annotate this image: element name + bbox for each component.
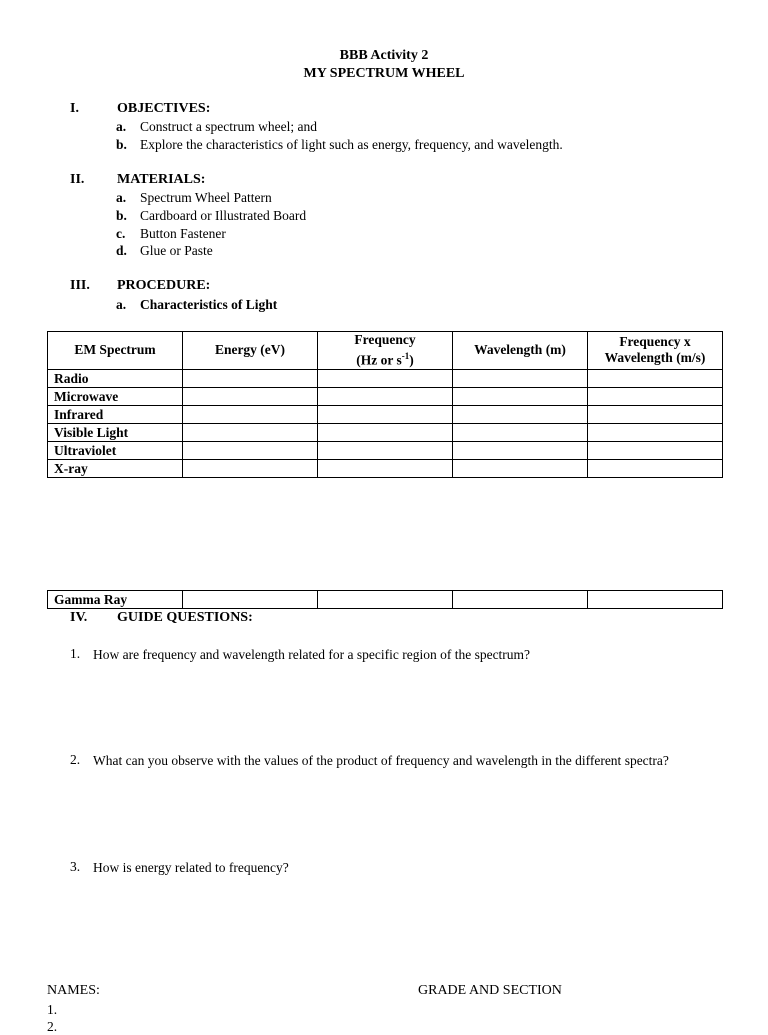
page-title: MY SPECTRUM WHEEL (303, 66, 465, 81)
objective-item: a. Construct a spectrum wheel; and (116, 119, 317, 134)
section-title-procedure: PROCEDURE: (117, 278, 211, 293)
table-cell[interactable] (183, 387, 318, 405)
table-cell[interactable] (588, 591, 723, 609)
section-title-guide: GUIDE QUESTIONS: (117, 610, 253, 625)
table-cell[interactable] (318, 405, 453, 423)
table-cell[interactable] (318, 369, 453, 387)
section-number-procedure: III. (70, 278, 90, 293)
section-number-materials: II. (70, 172, 85, 187)
row-label: Infrared (48, 405, 183, 423)
material-item: c. Button Fastener (116, 226, 226, 241)
table-row (48, 369, 723, 387)
objective-item: b. Explore the characteristics of light such as energy, frequency, and wavelength. (116, 137, 563, 152)
table-cell[interactable] (453, 459, 588, 477)
table-row (48, 387, 723, 405)
row-label: Microwave (48, 387, 183, 405)
table-cell[interactable] (183, 591, 318, 609)
table-cell[interactable] (588, 441, 723, 459)
section-title-objectives: OBJECTIVES: (117, 101, 211, 116)
section-number-guide: IV. (70, 610, 88, 625)
table-cell[interactable] (318, 387, 453, 405)
row-label: Radio (48, 369, 183, 387)
column-header: EM Spectrum (48, 332, 183, 370)
table-cell[interactable] (183, 441, 318, 459)
table-cell[interactable] (183, 423, 318, 441)
table-cell[interactable] (588, 387, 723, 405)
em-spectrum-table (47, 331, 723, 478)
table-cell[interactable] (453, 423, 588, 441)
names-list-item: 1. (47, 1002, 58, 1017)
row-label: X-ray (48, 459, 183, 477)
names-list-item: 2. (47, 1019, 58, 1034)
table-cell[interactable] (318, 459, 453, 477)
em-spectrum-table-continued (47, 590, 723, 609)
section-title-materials: MATERIALS: (117, 172, 206, 187)
table-row (48, 423, 723, 441)
column-header: Frequency (Hz or $s^{-1}$) (318, 332, 453, 370)
table-cell[interactable] (183, 405, 318, 423)
table-cell[interactable] (588, 369, 723, 387)
table-cell[interactable] (453, 387, 588, 405)
table-cell[interactable] (453, 591, 588, 609)
table-cell[interactable] (183, 459, 318, 477)
table-row (48, 459, 723, 477)
material-item: a. Spectrum Wheel Pattern (116, 190, 272, 205)
names-label: NAMES: (47, 983, 100, 998)
table-cell[interactable] (588, 459, 723, 477)
table-row (48, 405, 723, 423)
row-label: Ultraviolet (48, 441, 183, 459)
table-cell[interactable] (318, 423, 453, 441)
column-header: Frequency x Wavelength (m/s) (588, 332, 723, 370)
table-cell[interactable] (183, 369, 318, 387)
row-label: Visible Light (48, 423, 183, 441)
column-header: Wavelength (m) (453, 332, 588, 370)
material-item: d. Glue or Paste (116, 243, 213, 258)
activity-label: BBB Activity 2 (339, 48, 429, 63)
table-header-row (48, 332, 723, 370)
table-row (48, 591, 723, 609)
table-cell[interactable] (453, 441, 588, 459)
material-item: b. Cardboard or Illustrated Board (116, 208, 307, 223)
table-cell[interactable] (453, 369, 588, 387)
table-cell[interactable] (453, 405, 588, 423)
row-label: Gamma Ray (48, 591, 183, 609)
table-cell[interactable] (318, 591, 453, 609)
grade-section-label: GRADE AND SECTION (418, 983, 562, 998)
table-cell[interactable] (588, 423, 723, 441)
table-cell[interactable] (318, 441, 453, 459)
section-number-objectives: I. (70, 101, 79, 116)
table-cell[interactable] (588, 405, 723, 423)
procedure-item: a. Characteristics of Light (116, 297, 278, 312)
column-header: Energy (eV) (183, 332, 318, 370)
table-row (48, 441, 723, 459)
